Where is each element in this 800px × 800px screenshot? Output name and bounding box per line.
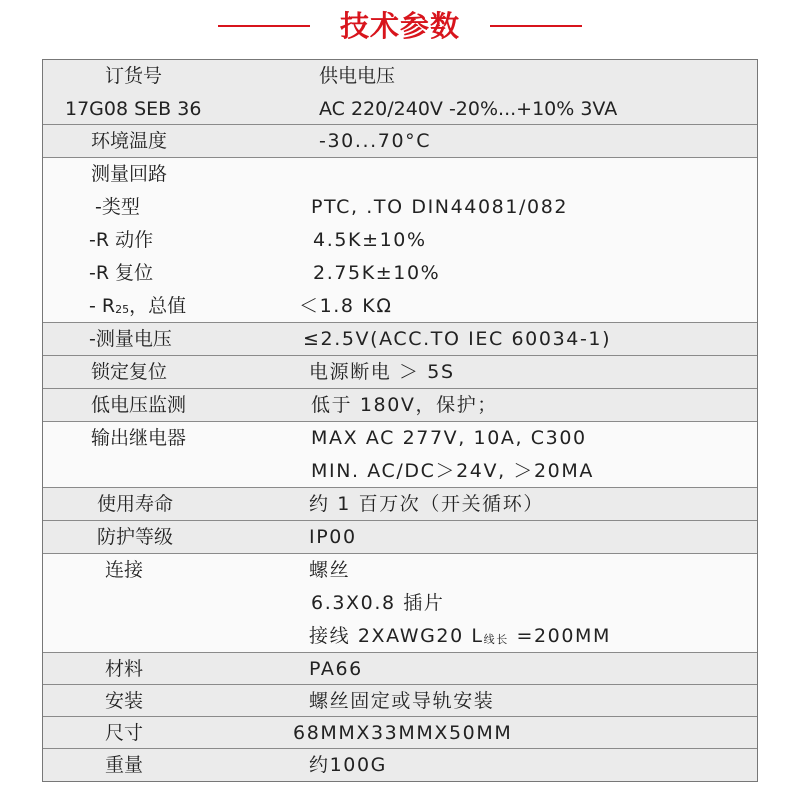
spec-label: 17G08 SEB 36 <box>65 98 202 120</box>
spec-row-connection <box>43 554 757 653</box>
spec-label: 连接 <box>105 559 144 581</box>
spec-value: 4.5K±10% <box>313 229 427 251</box>
spec-row-order-number <box>43 60 757 125</box>
spec-row-material <box>43 653 757 685</box>
spec-label: -类型 <box>95 196 140 218</box>
spec-row-measuring-circuit <box>43 158 757 323</box>
spec-value: 低于 180V，保护； <box>311 394 498 416</box>
spec-row-output-relay <box>43 422 757 488</box>
spec-value: IP00 <box>309 526 357 548</box>
spec-value: -30...70°C <box>319 130 432 152</box>
spec-value: PA66 <box>309 658 363 680</box>
title-divider-right <box>490 25 582 27</box>
spec-label: 使用寿命 <box>97 493 174 515</box>
spec-value: 约 1 百万次（开关循环） <box>309 493 544 515</box>
spec-row-undervoltage <box>43 389 757 422</box>
spec-label: 锁定复位 <box>91 361 168 383</box>
spec-label: 防护等级 <box>97 526 174 548</box>
spec-row-dimensions <box>43 717 757 749</box>
spec-label: 低电压监测 <box>91 394 187 416</box>
spec-value: 螺丝固定或导轨安装 <box>309 690 495 712</box>
spec-value: PTC, .TO DIN44081/082 <box>311 196 569 218</box>
spec-value: ＜1.8 KΩ <box>299 295 393 317</box>
spec-row-mounting <box>43 685 757 717</box>
spec-label: 订货号 <box>105 65 163 87</box>
spec-value: MAX AC 277V, 10A, C300 <box>311 427 587 449</box>
spec-row-service-life <box>43 488 757 521</box>
spec-value: 6.3X0.8 插片 <box>311 592 445 614</box>
spec-row-weight <box>43 749 757 781</box>
page-title: 技术参数 <box>339 9 460 43</box>
spec-value: MIN. AC/DC＞24V, ＞20MA <box>311 460 594 482</box>
spec-label: - $R_{25}$，总值 <box>89 295 187 317</box>
spec-row-protection <box>43 521 757 554</box>
spec-label: 重量 <box>105 754 144 776</box>
spec-value: 68MMX33MMX50MM <box>293 722 513 744</box>
spec-value: ≤2.5V(ACC.TO IEC 60034-1) <box>303 328 612 350</box>
spec-label: 环境温度 <box>91 130 168 152</box>
spec-label: -测量电压 <box>89 328 172 350</box>
spec-value: 接线 2XAWG20 $L_{线长} =200MM$ <box>309 625 612 647</box>
spec-label: -R 动作 <box>89 229 154 251</box>
spec-row-ambient-temp <box>43 125 757 158</box>
spec-label: 安装 <box>105 690 144 712</box>
spec-value: 约100G <box>309 754 387 776</box>
spec-row-lock-reset <box>43 356 757 389</box>
spec-label: 尺寸 <box>105 722 144 744</box>
title-divider-left <box>218 25 310 27</box>
spec-value: 2.75K±10% <box>313 262 441 284</box>
spec-value: 电源断电 ＞ 5S <box>309 361 455 383</box>
spec-table <box>42 59 758 782</box>
spec-label: -R 复位 <box>89 262 154 284</box>
spec-label: 材料 <box>105 658 144 680</box>
title-bar <box>0 0 800 56</box>
spec-value: 螺丝 <box>309 559 351 581</box>
spec-label: 测量回路 <box>91 163 168 185</box>
spec-value: 供电电压 <box>319 65 396 87</box>
spec-value: AC 220/240V -20%...+10% 3VA <box>319 98 618 120</box>
spec-row-measuring-voltage <box>43 323 757 356</box>
spec-label: 输出继电器 <box>91 427 187 449</box>
